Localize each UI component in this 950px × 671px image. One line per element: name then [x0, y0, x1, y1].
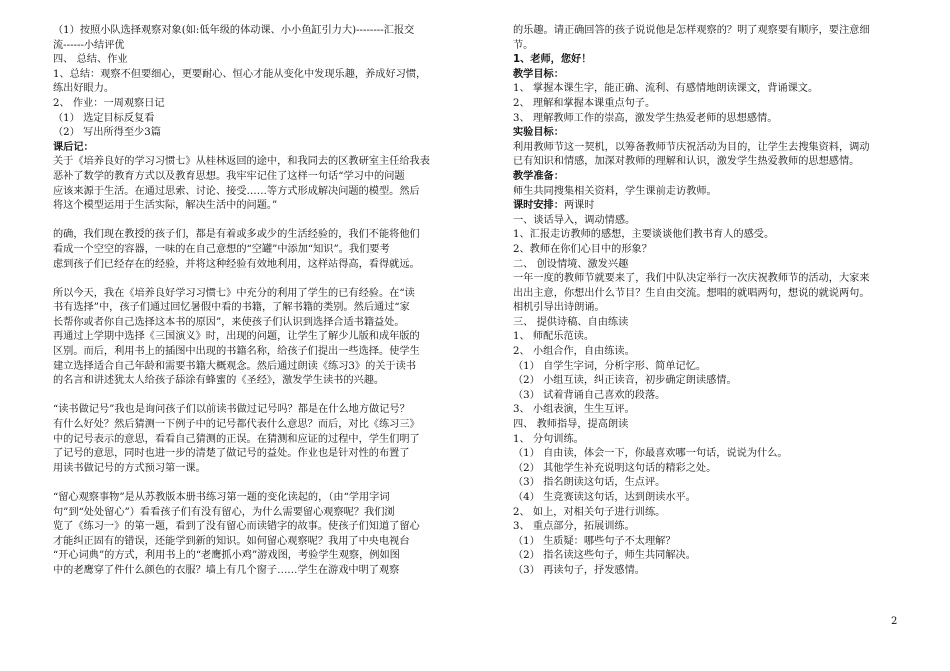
- right-line-31: （3） 指名朗读这句话，生点评。: [513, 477, 666, 489]
- left-line-14: 的确，我们现在教授的孩子们，都是有着或多或少的生活经验的，我们不能将他们: [53, 229, 420, 241]
- left-line-1: 流------小结评优: [53, 39, 125, 51]
- left-line-5: 2、 作业：一周观察日记: [53, 97, 165, 109]
- left-line-28: 中的记号表示的意思，看看自己猜测的正误。在猜测和应证的过程中，学生们明了: [53, 433, 420, 445]
- left-line-30: 用读书做记号的方式预习第一课。: [53, 462, 206, 474]
- right-line-23: （1） 自学生字词，分析字形、简单记忆。: [513, 360, 707, 372]
- right-line-20: 三、 提供诗稿、自由练读: [513, 316, 629, 328]
- right-line-17: 一年一度的教师节就要来了，我们中队决定举行一次庆祝教师节的活动，大家来: [513, 273, 870, 285]
- left-line-13: [53, 214, 458, 229]
- left-line-11: 应该来源于生活。在通过思索、讨论、接受……等方式形成解决问题的模型。然后: [53, 185, 420, 197]
- right-line-12: [513, 199, 913, 214]
- right-line-21: 1、 师配乐范读。: [513, 331, 595, 343]
- left-line-4: 练出好眼力。: [53, 83, 115, 95]
- left-line-20: 长帮你或者你自己选择这本书的原因”，来使孩子们认识到选择合适书籍益处。: [53, 316, 405, 328]
- right-line-32: （4） 生竞赛读这句话，达到朗读水平。: [513, 492, 696, 503]
- left-line-35: 才能纠正固有的错误，还能学到新的知识。如何留心观察呢？我用了中央电视台: [53, 535, 410, 547]
- line-heading: 课时安排：: [513, 200, 564, 212]
- right-line-26: 3、 小组表演，生生互评。: [513, 404, 635, 416]
- right-line-35: （1） 生质疑：哪些句子不太理解？: [513, 535, 676, 547]
- left-line-16: 虑到孩子们已经存在的经验，并将这种经验有效地利用，这样站得高，看得就远。: [53, 258, 420, 270]
- right-line-11: 师生共同搜集相关资料，学生课前走访教师。: [513, 185, 717, 197]
- left-line-26: “读书做记号”我也是询问孩子们以前读书做过记号吗？都是在什么地方做记号？: [53, 404, 410, 416]
- left-column: [53, 24, 458, 579]
- left-line-36: “开心词典”的方式，利用书上的“老鹰抓小鸡”游戏图，考验学生观察，例如图: [53, 550, 400, 562]
- left-line-7: （2） 写出所得至少3篇: [53, 127, 161, 139]
- right-line-37: （3） 再读句子，抒发感情。: [513, 564, 645, 576]
- right-column: [513, 24, 913, 579]
- left-line-33: 句”到“处处留心”）看看孩子们有没有留心，为什么需要留心观察呢？我们浏: [53, 506, 395, 518]
- left-line-6: （1） 选定目标反复看: [53, 112, 155, 124]
- right-line-33: 2、 如上，对相关句子进行训练。: [513, 506, 666, 518]
- left-line-19: 书有选择”中，孩子们通过回忆暑假中看的书籍，了解书籍的类别。然后通过“家: [53, 302, 410, 314]
- right-line-29: （1） 自由读，体会一下，你最喜欢哪一句话，说说为什么。: [513, 448, 788, 460]
- left-line-15: 看成一个空空的容器，一味的在自己意想的“空罐”中添加“知识”。我们要考: [53, 243, 390, 255]
- right-line-13: 一、谈话导入，调动情感。: [513, 214, 636, 226]
- left-line-12: 将这个模型运用于生活实际，解决生活中的问题。”: [53, 200, 278, 212]
- right-line-16: 二、 创设情境、激发兴趣: [513, 258, 629, 270]
- left-line-3: 1、总结：观察不但要细心，更要耐心、恒心才能从变化中发现乐趣，养成好习惯，: [53, 68, 427, 80]
- right-line-36: （2） 指名读这些句子，师生共同解决。: [513, 550, 696, 562]
- right-line-3: 教学目标：: [513, 68, 564, 80]
- right-line-15: 2、教师在你们心目中的形象？: [513, 243, 652, 255]
- right-line-22: 2、 小组合作，自由练读。: [513, 346, 635, 358]
- left-line-37: 中的老鹰穿了件什么颜色的衣服？墙上有几个窗子……学生在游戏中明了观察: [53, 564, 400, 576]
- line-text: 两课时: [563, 200, 595, 212]
- left-line-23: 建立选择适合自己年龄和需要书籍大概观念。然后通过朗读《练习3》的关于读书: [53, 360, 417, 372]
- right-line-28: 1、 分句训练。: [513, 433, 584, 445]
- right-line-27: 四、 教师指导，提高朗读: [513, 419, 629, 431]
- left-line-0: （1）按照小队选择观察对象(如:低年级的体动课、小小鱼缸引力大)--------汇报交: [53, 25, 415, 36]
- left-line-31: [53, 476, 458, 491]
- right-line-1: 节。: [513, 39, 534, 51]
- left-line-17: [53, 272, 458, 287]
- left-line-10: 恶补了数学的教育方式以及教育思想。我牢牢记住了这样一句话“学习中的问题: [53, 170, 405, 182]
- right-line-6: 3、 理解教师工作的崇高，激发学生热爱老师的思想感情。: [513, 112, 778, 124]
- left-line-34: 览了《练习一》的第一题，看到了没有留心而读错字的故事。使孩子们知道了留心: [53, 521, 420, 533]
- left-line-2: 四、 总结、作业: [53, 54, 128, 66]
- right-line-4: 1、 掌握本课生字，能正确、流利、有感情地朗读课文，背诵课文。: [513, 83, 819, 95]
- left-line-32: “留心观察事物”是从苏教版本册书练习第一题的变化读起的，（由“学用字词: [53, 492, 390, 503]
- right-line-0: 的乐趣。请正确回答的孩子说说他是怎样观察的？明了观察要有顺序，要注意细: [513, 25, 870, 36]
- page-number: 2: [891, 616, 898, 627]
- right-line-19: 相机引导出诗朗诵。: [513, 302, 605, 314]
- right-line-24: （2） 小组互读，纠正读音，初步确定朗读感情。: [513, 375, 737, 387]
- right-line-14: 1、汇报走访教师的感想，主要谈谈他们教书育人的感受。: [513, 229, 775, 241]
- left-line-25: [53, 389, 458, 404]
- left-line-9: 关于《培养良好的学习习惯七》从桂林返回的途中，和我同去的区教研室主任给我表: [53, 156, 430, 168]
- left-line-18: 所以今天，我在《培养良好学习习惯七》中充分的利用了学生的已有经验。在“读: [53, 287, 415, 299]
- right-line-18: 出出主意，你想出什么节目？生自由交流。想唱的就唱两句，想说的就说两句。: [513, 287, 870, 299]
- right-line-30: （2） 其他学生补充说明这句话的精彩之处。: [513, 462, 717, 474]
- left-line-22: 区别。而后，利用书上的插图中出现的书籍名称，给孩子们提出一些选择。使学生: [53, 346, 420, 358]
- right-line-10: 教学准备：: [513, 170, 564, 182]
- right-line-9: 已有知识和情感，加深对教师的理解和认识，激发学生热爱教师的思想感情。: [513, 156, 860, 168]
- left-line-29: 了记号的意思，同时也进一步的清楚了做记号的益处。作业也是针对性的布置了: [53, 448, 410, 460]
- right-line-5: 2、 理解和掌握本课重点句子。: [513, 97, 656, 109]
- left-line-27: 有什么好处？然后猜测一下例子中的记号都代表什么意思？而后，对比《练习三》: [53, 419, 420, 431]
- left-line-24: 的名言和讲述犹太人给孩子舔涂有蜂蜜的《圣经》，激发学生读书的兴趣。: [53, 375, 385, 387]
- right-line-34: 3、 重点部分，拓展训练。: [513, 521, 635, 533]
- left-line-21: 再通过上学期中选择《三国演义》时，出现的问题，让学生了解少儿版和成年版的: [53, 331, 420, 343]
- right-line-8: 利用教师节这一契机，以筹备教师节庆祝活动为目的，让学生去搜集资料，调动: [513, 141, 870, 153]
- left-line-8: 课后记：: [53, 141, 94, 153]
- right-line-25: （3） 试着背诵自己喜欢的段落。: [513, 389, 666, 401]
- right-line-2: 1、老师，您好！: [513, 54, 592, 66]
- right-line-7: 实验目标：: [513, 127, 564, 139]
